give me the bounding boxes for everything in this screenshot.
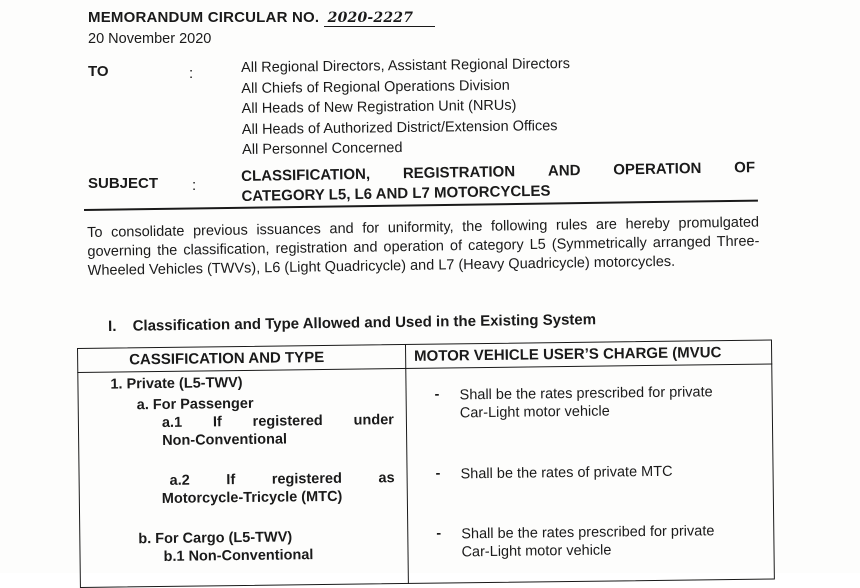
row-a2-line-2: Motorcycle-Tricycle (MTC) <box>161 488 343 507</box>
subject-line-2: CATEGORY L5, L6 AND L7 MOTORCYCLES <box>241 182 551 205</box>
section-number: I. <box>108 317 117 335</box>
row-a1 <box>162 411 394 450</box>
recipient-list <box>241 54 571 161</box>
recipient-item: All Personnel Concerned <box>242 140 403 158</box>
section-heading <box>108 311 596 335</box>
row-a1-line-1 <box>162 411 394 432</box>
row-a1-word: registered <box>252 413 323 430</box>
row-for-passenger: a. For Passenger <box>136 395 254 414</box>
row-a1-line-2: Non-Conventional <box>162 431 288 449</box>
row-b1-charge-line-2: Car-Light motor vehicle <box>461 542 612 561</box>
subject-word: REGISTRATION <box>402 163 516 183</box>
row-a1-charge <box>459 383 712 422</box>
row-a2-word: as <box>378 470 395 487</box>
memo-heading: MEMORANDUM CIRCULAR NO. <box>88 9 320 26</box>
to-label: TO <box>88 63 109 80</box>
to-colon: : <box>189 65 194 82</box>
row-b1-charge-line-1: Shall be the rates prescribed for private <box>461 523 715 543</box>
recipient-item: All Chiefs of Regional Operations Division <box>241 77 510 97</box>
table-header-classification: CASSIFICATION AND TYPE <box>129 348 325 369</box>
row-for-cargo: b. For Cargo (L5-TWV) <box>138 529 293 548</box>
row-a1-bullet: - <box>434 386 440 403</box>
recipient-item: All Heads of Authorized District/Extension Offices <box>241 117 558 138</box>
row-a1-charge-line-2: Car-Light motor vehicle <box>459 403 610 422</box>
subject-colon: : <box>192 177 197 194</box>
row-a2-word: registered <box>271 470 342 488</box>
subject-word: AND <box>547 162 581 180</box>
row-a1-word: a.1 <box>161 414 183 431</box>
classification-table <box>77 340 775 588</box>
memo-number: 2020-2227 <box>324 10 436 27</box>
row-a2-bullet: - <box>435 465 441 482</box>
subject-word: OPERATION <box>613 159 702 179</box>
intro-paragraph: To consolidate previous issuances and for uniformity, the following rules are hereby promulgated governing the classification, registration and operation of category L5 (Symmetrically arranged Three-Wheeled Vehicles (TWVs), L6 (Light Quadricycle) and L7 (Heavy Quadricycle) motorcycles. <box>87 214 760 279</box>
row-b1-bullet: - <box>436 525 442 542</box>
row-b1: b.1 Non-Conventional <box>163 547 314 565</box>
recipient-item: All Regional Directors, Assistant Regional Directors <box>241 55 571 76</box>
row-a2-charge: Shall be the rates of private MTC <box>460 463 673 483</box>
section-title: Classification and Type Allowed and Used in the Existing System <box>132 311 597 335</box>
row-private: 1. Private (L5-TWV) <box>110 374 243 393</box>
subject-label: SUBJECT <box>88 175 159 192</box>
subject-text <box>241 158 756 207</box>
subject-word: OF <box>734 159 756 177</box>
row-a1-word: If <box>212 414 222 431</box>
subject-word: CLASSIFICATION, <box>241 165 371 185</box>
row-a2-word: a.2 <box>169 472 190 489</box>
recipient-item: All Heads of New Registration Unit (NRUs) <box>241 97 517 117</box>
row-a2 <box>161 469 395 508</box>
row-a2-word: If <box>226 472 236 489</box>
memo-date: 20 November 2020 <box>88 31 212 47</box>
memo-number-line <box>88 9 435 27</box>
row-b1-charge <box>461 522 714 561</box>
row-a1-charge-line-1: Shall be the rates prescribed for private <box>459 384 713 404</box>
table-header-mvuc: MOTOR VEHICLE USER’S CHARGE (MVUC <box>414 344 722 365</box>
row-a1-word: under <box>353 412 394 429</box>
